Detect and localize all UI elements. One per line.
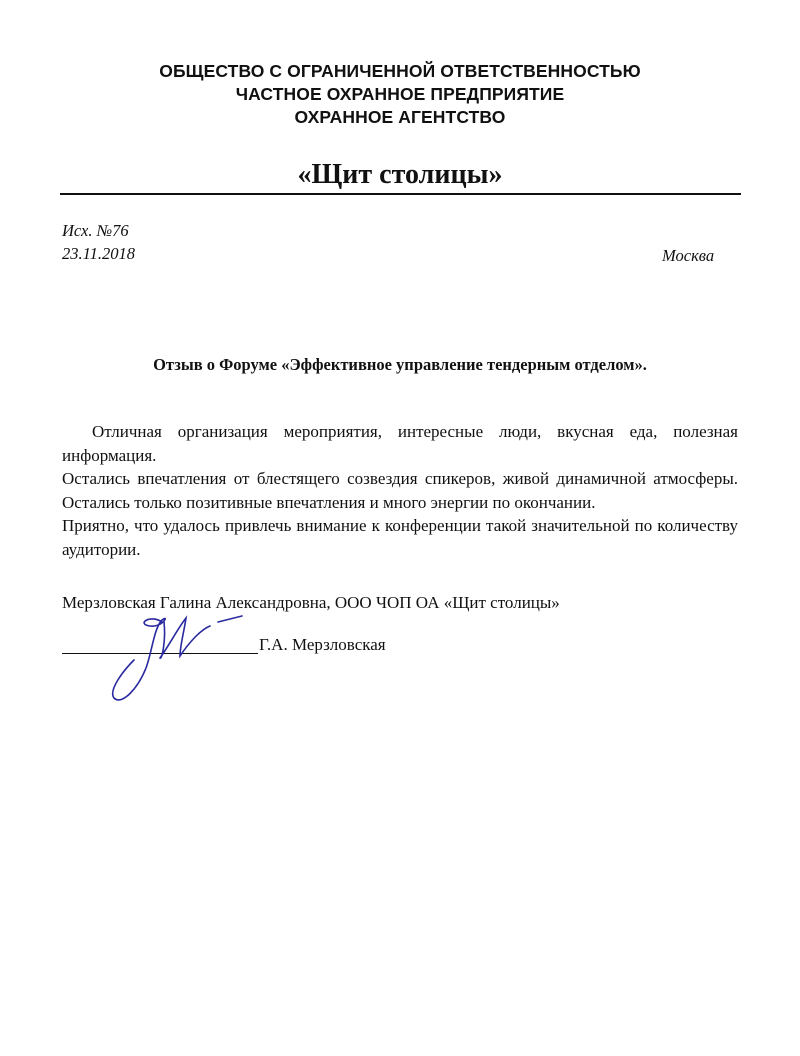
header-line-3: ОХРАННОЕ АГЕНТСТВО — [294, 107, 506, 127]
signer-full-name: Мерзловская Галина Александровна, ООО ЧОП ОА «Щит столицы» — [62, 593, 560, 612]
signer-short-name: Г.А. Мерзловская — [259, 635, 386, 654]
header-line-2: ЧАСТНОЕ ОХРАННОЕ ПРЕДПРИЯТИЕ — [235, 84, 565, 104]
body-paragraph: Отличная организация мероприятия, интересные люди, вкусная еда, полезная информация. — [62, 422, 738, 465]
signature-stroke — [113, 618, 166, 699]
letter-body — [62, 420, 738, 561]
header-divider — [60, 193, 741, 195]
handwritten-signature — [100, 600, 260, 710]
body-paragraph: Остались впечатления от блестящего созвездия спикеров, живой динамичной атмосферы. Остались только позитивные впечатления и много энергии по окончании. — [62, 469, 738, 512]
letter-subject: Отзыв о Форуме «Эффективное управление тендерным отделом». — [153, 355, 647, 374]
letter-date: 23.11.2018 — [62, 244, 136, 263]
signature-stroke — [160, 618, 210, 658]
header-line-1: ОБЩЕСТВО С ОГРАНИЧЕННОЙ ОТВЕТСТВЕННОСТЬЮ — [159, 61, 641, 81]
signature-stroke — [218, 616, 242, 622]
outgoing-ref: Исх. №76 — [62, 221, 129, 240]
letter-city: Москва — [662, 246, 715, 265]
body-paragraph: Приятно, что удалось привлечь внимание к конференции такой значительной по количеству аудитории. — [62, 516, 738, 559]
company-name: «Щит столицы» — [297, 159, 503, 190]
